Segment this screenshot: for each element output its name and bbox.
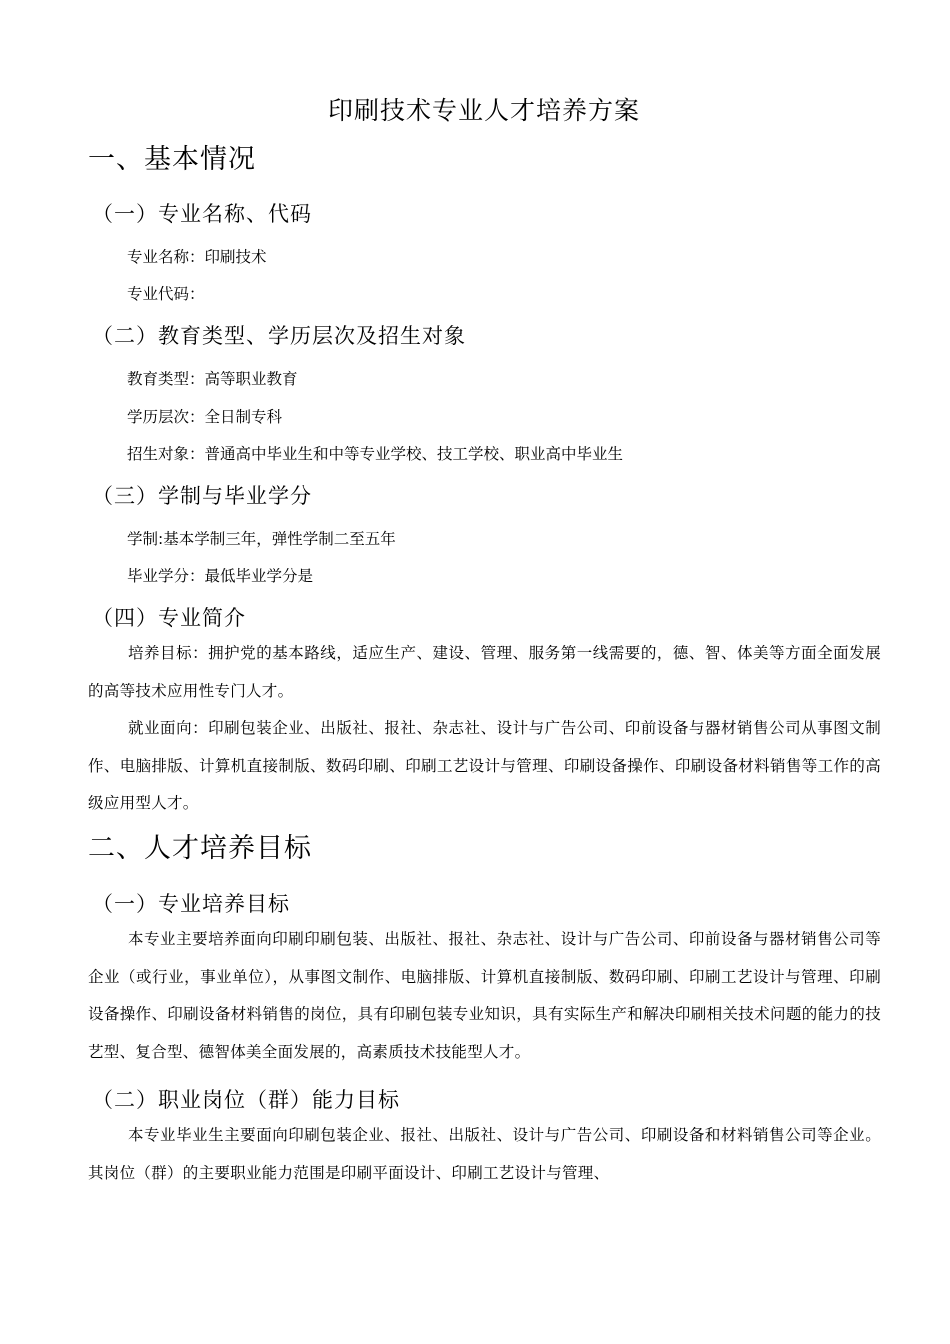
subsection-heading-job-ability-goals: （二）职业岗位（群）能力目标 [92,1088,400,1112]
section-heading-basic-info: 一、基本情况 [88,144,256,175]
job-ability-paragraph: 本专业毕业生主要面向印刷包装企业、报社、出版社、设计与广告公司、印刷设备和材料销售公司等企业。其岗位（群）的主要职业能力范围是印刷平面设计、印刷工艺设计与管理、 [88,1126,881,1182]
section-heading-talent-goals: 二、人才培养目标 [88,833,312,864]
education-level-line: 学历层次：全日制专科 [127,408,283,426]
major-code-line: 专业代码： [127,285,205,303]
professional-goals-paragraph: 本专业主要培养面向印刷印刷包装、出版社、报社、杂志社、设计与广告公司、印前设备与器材销售公司等企业（或行业，事业单位），从事图文制作、电脑排版、计算机直接制版、数码印刷、印刷工艺设计与管理、印刷设备操作、印刷设备材料销售的岗位，具有印刷包装专业知识，具有实际生产和解决印刷相关技术问题的能力的技艺型、复合型、德智体美全面发展的，高素质技术技能型人才。 [88,930,881,1061]
employment-direction-paragraph: 就业面向：印刷包装企业、出版社、报社、杂志社、设计与广告公司、印前设备与器材销售公司从事图文制作、电脑排版、计算机直接制版、数码印刷、印刷工艺设计与管理、印刷设备操作、印刷设备材料销售等工作的高级应用型人才。 [88,719,881,812]
study-duration-line: 学制:基本学制三年，弹性学制二至五年 [127,530,396,548]
training-goal-paragraph: 培养目标：拥护党的基本路线，适应生产、建设、管理、服务第一线需要的，德、智、体美等方面全面发展的高等技术应用性专门人才。 [88,644,881,700]
subsection-heading-duration-credits: （三）学制与毕业学分 [92,484,312,508]
graduation-credits-line: 毕业学分：最低毕业学分是 [127,567,314,585]
education-type-line: 教育类型：高等职业教育 [127,370,298,388]
subsection-heading-professional-goals: （一）专业培养目标 [92,892,290,916]
document-title: 印刷技术专业人才培养方案 [327,96,640,125]
enrollment-target-line: 招生对象：普通高中毕业生和中等专业学校、技工学校、职业高中毕业生 [127,445,624,463]
subsection-heading-major-name-code: （一）专业名称、代码 [92,202,312,226]
subsection-heading-education-type: （二）教育类型、学历层次及招生对象 [92,324,466,348]
major-name-line: 专业名称：印刷技术 [127,248,267,266]
subsection-heading-major-intro: （四）专业简介 [92,606,246,630]
